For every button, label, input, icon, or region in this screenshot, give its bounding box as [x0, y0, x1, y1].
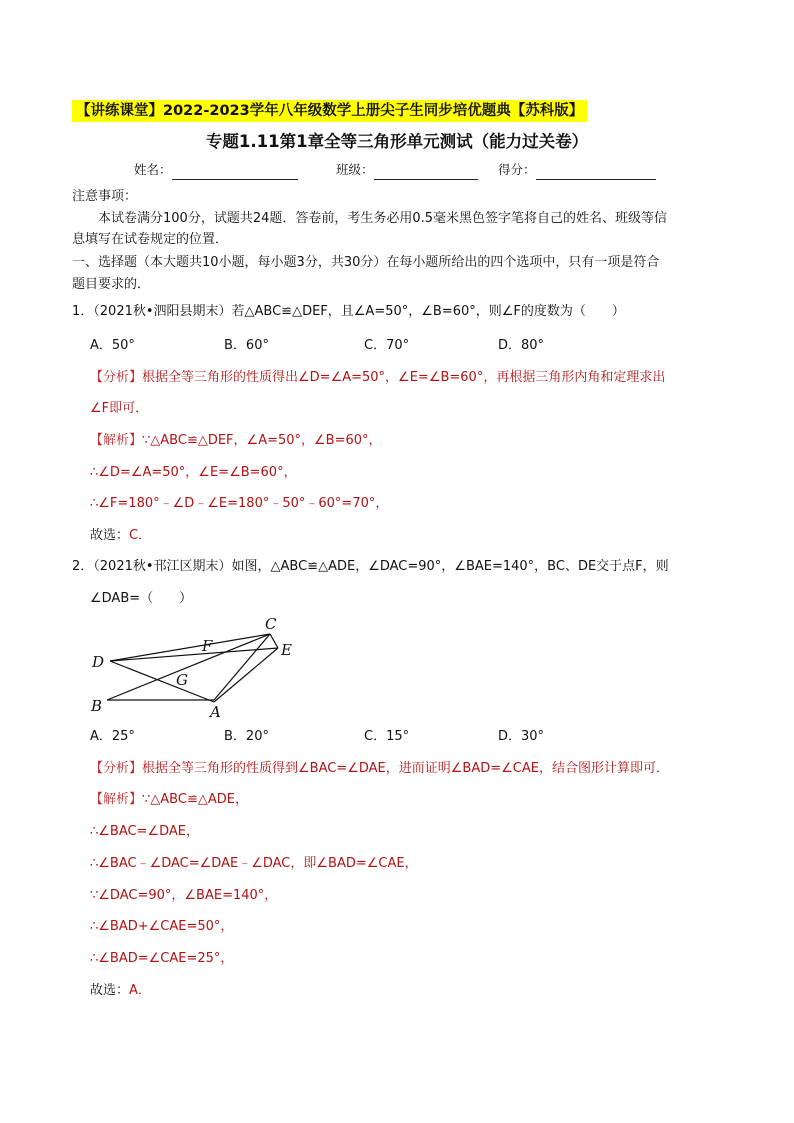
name-field: [134, 160, 298, 180]
class-field: [336, 160, 478, 180]
section-heading-line-2: 题目要求的．: [72, 277, 151, 292]
q2-solution-line-2: ∴∠BAC=∠DAE，: [90, 824, 200, 839]
q1-option-d: D．80°: [498, 338, 545, 353]
q2-option-d: D．30°: [498, 729, 545, 744]
page-title: 专题1.11第1章全等三角形单元测试（能力过关卷）: [205, 132, 589, 151]
q2-option-a: A．25°: [90, 729, 135, 744]
q1-solution-text-1: ∵△ABC≌△DEF，∠A=50°，∠B=60°，: [142, 433, 382, 448]
segment-ea: [214, 648, 278, 702]
label-c: C: [265, 615, 277, 633]
notes-line-1: 本试卷满分100分，试题共24题．答卷前，考生务必用0.5毫米黑色签字笔将自己的姓名、班级等信: [98, 211, 668, 226]
q2-option-b: B．20°: [224, 729, 269, 744]
label-d: D: [92, 653, 105, 671]
q2-solution-line-3: ∴∠BAC﹣∠DAC=∠DAE﹣∠DAC，即∠BAD=∠CAE，: [90, 856, 418, 871]
segment-da: [110, 661, 214, 702]
q2-option-c: C．15°: [364, 729, 410, 744]
q2-answer-prefix: 故选：: [90, 983, 130, 998]
q1-solution-tag: 【解析】: [90, 433, 143, 448]
q1-analysis-tag: 【分析】: [90, 370, 143, 385]
q2-solution-line-6: ∴∠BAD=∠CAE=25°，: [90, 951, 234, 966]
q1-analysis-line-1: [90, 368, 665, 388]
notes-line-2: 息填写在试卷规定的位置．: [72, 232, 229, 247]
q2-answer-line: [90, 981, 151, 1001]
q2-solution-tag: 【解析】: [90, 792, 143, 807]
segment-ce: [110, 634, 270, 661]
name-label: 姓名：: [134, 162, 172, 177]
q2-analysis-line-1: [90, 759, 669, 779]
q1-option-a: A．50°: [90, 338, 135, 353]
name-blank[interactable]: [172, 165, 298, 180]
label-g: G: [176, 671, 188, 689]
label-b: B: [91, 697, 103, 715]
segment-ce-short: [270, 634, 278, 648]
q1-answer: C．: [129, 528, 152, 543]
segment-bc: [107, 634, 270, 700]
class-label: 班级：: [336, 162, 374, 177]
label-a: A: [210, 703, 221, 721]
q2-stem-line-2: ∠DAB=（ ）: [90, 591, 193, 606]
q2-triangle-figure: [80, 605, 320, 725]
label-e: E: [281, 641, 292, 659]
q1-solution-line-1: [90, 431, 382, 451]
q2-solution-line-5: ∴∠BAD+∠CAE=50°，: [90, 919, 234, 934]
series-banner: 【讲练课堂】2022-2023学年八年级数学上册尖子生同步培优题典【苏科版】: [72, 100, 587, 122]
q1-analysis-line-2: ∠F即可．: [90, 401, 149, 416]
section-heading-line-1: 一、选择题（本大题共10小题，每小题3分，共30分）在每小题所给出的四个选项中，只有一项是符合: [72, 255, 660, 270]
q2-answer: A．: [129, 983, 151, 998]
q2-solution-text-1: ∵△ABC≌△ADE，: [142, 792, 248, 807]
q2-stem-line-1: 2．（2021秋•邗江区期末）如图，△ABC≌△ADE，∠DAC=90°，∠BAE=140°，BC、DE交于点F，则: [72, 559, 669, 574]
score-field: [498, 160, 656, 180]
score-label: 得分：: [498, 162, 536, 177]
q2-analysis-text-1: 根据全等三角形的性质得到∠BAC=∠DAE，进而证明∠BAD=∠CAE，结合图形计算即可．: [142, 761, 669, 776]
score-blank[interactable]: [536, 165, 656, 180]
q1-answer-prefix: 故选：: [90, 528, 130, 543]
figure-lines: [107, 634, 278, 702]
q2-solution-line-1: [90, 790, 248, 810]
q2-analysis-tag: 【分析】: [90, 761, 143, 776]
q1-solution-line-3: ∴∠F=180°﹣∠D﹣∠E=180°﹣50°﹣60°=70°，: [90, 496, 389, 511]
notes-heading: 注意事项：: [72, 189, 138, 204]
segment-ca: [214, 634, 270, 700]
class-blank[interactable]: [374, 165, 478, 180]
q1-answer-line: [90, 526, 151, 546]
q1-solution-line-2: ∴∠D=∠A=50°，∠E=∠B=60°，: [90, 465, 297, 480]
label-f: F: [202, 637, 213, 655]
q1-option-c: C．70°: [364, 338, 410, 353]
q1-stem: 1．（2021秋•泗阳县期末）若△ABC≌△DEF，且∠A=50°，∠B=60°，则∠F的度数为（ ）: [72, 304, 625, 319]
q2-solution-line-4: ∵∠DAC=90°，∠BAE=140°，: [90, 888, 278, 903]
q1-analysis-text-1: 根据全等三角形的性质得出∠D=∠A=50°，∠E=∠B=60°，再根据三角形内角和定理求出: [142, 370, 666, 385]
q1-option-b: B．60°: [224, 338, 269, 353]
